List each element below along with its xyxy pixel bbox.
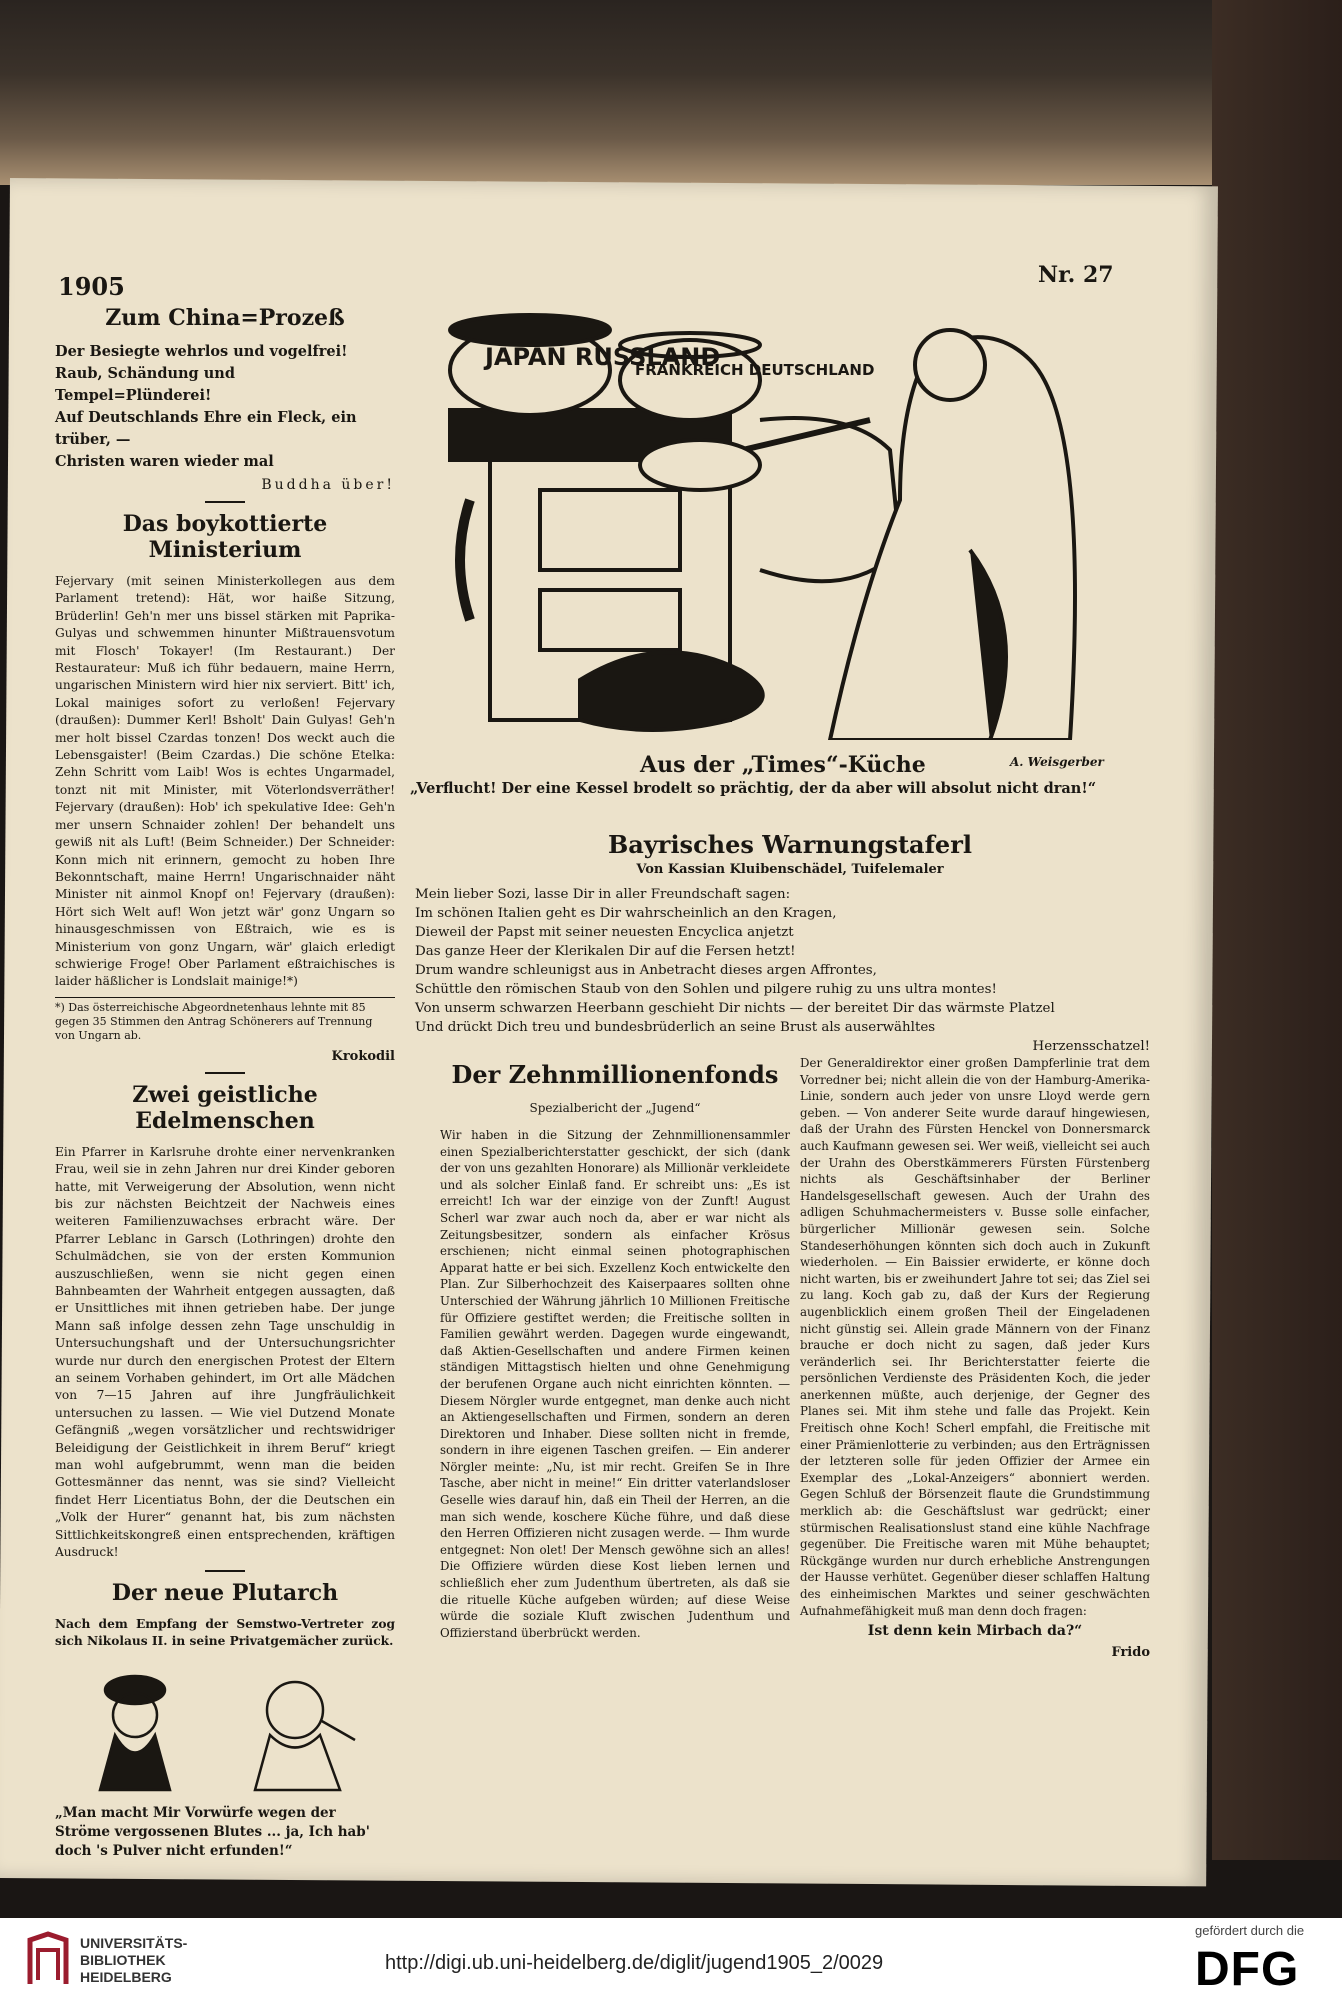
zehnmillionen-signature: Frido [1111, 1645, 1150, 1661]
poem-body [415, 885, 1150, 1056]
issue-number: Nr. 27 [1038, 262, 1114, 288]
plutarch-title: Der neue Plutarch [111, 1579, 339, 1606]
ministerium-signature: Krokodil [331, 1048, 395, 1064]
zehnmillionen-text-right: Der Generaldirektor einer großen Dampferlinie trat dem Vorredner bei; nicht allein die von der Hamburg-Amerika-Linie, sondern auch jeder von unsre Lloyd werde gern geben. — Von anderer Seite wurde darauf hingewiesen, daß der Urahn des Fürsten Henckel von Donnersmarck auch Kaufmann gewesen sei. Wer weiß, vielleicht sei auch der Urahn des Oberstkämmerers Fürsten Fürstenberg nichts als Geschäftsinhaber der Berliner Handelsgesellschaft gewesen. Auch der Urahn des adligen Schuhmachermeisters v. Busse solle einfacher, bürgerlicher Millionär gewesen sein. Solche Standeserhöhungen könnten sich doch auch in Zukunft wiederholen. — Ein Baissier erwiderte, er könne doch nicht warten, bis er zweihundert Jahre tot sei; das Ziel sei zu lang. Koch gab zu, daß der Kurs der Regierung augenblicklich einem großen Theil der Eingeladenen nicht günstig sei. Allein grade Männern von der Finanz brauche er doch nicht zu sagen, daß jeder Kurs veränderlich sei. Ihr Berichterstatter feierte die persönlichen Verdienste des Präsidenten Koch, die jeder anerkennen müßte, auch derjenige, der Gegner des Planes sei. Mit ihm stehe und falle das Projekt. Kein Freitisch ohne Koch! Scherl empfahl, die Freitische mit einer Prämienlotterie zu verbinden; aus den Erträgnissen der letzteren solle für jeden Offizier der Armee ein Exemplar des „Lokal-Anzeigers“ abonniert werden. Gegen Schluß der Börsenzeit flaute die Grundstimmung merklich ab: die Geschäftslust war gedrückt; einer stürmischen Realisationslust stand eine kühle Nachfrage gegenüber. Die Freitische waren mit Mühe behauptet; Rückgänge wurden nur durch erhebliche Anstrengungen der Hausse verhütet. Gegenüber dieser schlaffen Haltung des einheimischen Marktes und seiner geschwächten Aufnahmefähigkeit muß man denn doch fragen: [800, 1056, 1150, 1618]
ministerium-text: Fejervary (mit seinen Ministerkollegen aus dem Parlament tretend): Hät, wor haiße Sitzung, Brüderlin! Geh'n mer uns bissel stärken mit Paprika-Gulyas und schwemmen hinunter Mißtrauensvotum mit Flosch' Tokayer! (Im Restaurant.) Der Restaurateur: Muß ich führ bedauern, maine Herrn, ungarischen Ministern wird hier nix serviert. Bitt' ich, Lokal mainiges sofort zu verloßen! Fejervary (draußen): Dummer Kerl! Bsholt' Dain Gulyas! Geh'n mer holt bissel Czardas tonzen! Dos weckt auch die Lebensgaister! (Beim Czardas.) Die schöne Etelka: Zehn Schritt vom Laib! Wos is echtes Ungarmadel, tonzt nit mit Minister, mit Vöterlondsverräther! Fejervary (draußen): Hob' ich spekulative Idee: Geh'n mer unsern Schnaider zohlen! Der behandelt uns gewiß nit als Luft! (Beim Schneider.) Der Schneider: Konn mich nit erinnern, gemocht zu hoben Ihre Bekonntschaft, maine Herrn! Ungarischnaider näht Minister nit ainmol Knopf on! Fejervary (draußen): Hört sich Welt auf! Won jetzt wär' gonz Ungarn so hinausgeschmissen von Eßtraich, wie es is Ministerium von gonz Ungarn, wär' glaich erledigt schwierige Froge! Ober Parlament eßtraichisches is laider häßlicher is Londslait mainige!*) [55, 574, 395, 989]
poem-line: Das ganze Heer der Klerikalen Dir auf die Fersen hetzt! [415, 944, 796, 959]
divider [205, 1072, 245, 1074]
poem-line: Im schönen Italien geht es Dir wahrscheinlich an den Kragen, [415, 906, 837, 921]
edelmenschen-title: Zwei geistliche Edelmenschen [132, 1081, 318, 1134]
china-line: Raub, Schändung und Tempel=Plünderei! [55, 365, 235, 404]
china-line: Auf Deutschlands Ehre ein Fleck, ein trüber, — [55, 409, 357, 448]
poem-line: Schüttle den römischen Staub von den Sohlen und pilgere ruhig zu uns ultra montes! [415, 982, 997, 997]
ministerium-footnote: *) Das österreichische Abgeordnetenhaus lehnte mit 85 gegen 35 Stimmen den Antrag Schönerers auf Trennung von Ungarn ab. [55, 997, 395, 1043]
right-column [800, 1055, 1150, 1660]
dfg-label: gefördert durch die [1195, 1923, 1305, 1938]
zehnmillionen-title: Der Zehnmillionenfonds [451, 1060, 779, 1089]
poem-last-line: Herzensschatzel! [1032, 1039, 1150, 1054]
poem-byline: Von Kassian Kluibenschädel, Tuifelemaler [636, 862, 944, 877]
zehnmillionen-question: Ist denn kein Mirbach da?“ [867, 1623, 1083, 1640]
poem-line: Von unserm schwarzen Heerbann geschieht Dir nichts — der bereitet Dir das wärmste Platzel [415, 1001, 1055, 1016]
university-name [80, 1935, 187, 1986]
plutarch-quote: „Man macht Mir Vorwürfe wegen der Ströme vergossenen Blutes ... ja, Ich hab' doch 's Pulver nicht erfunden!“ [55, 1805, 370, 1860]
zehnmillionen-text-mid: Wir haben in die Sitzung der Zehnmillionensammler einen Spezialberichterstatter geschickt, der sich (dank der von uns gezahlten Honorare) als Millionär verkleidete und als solcher Einlaß fand. Er schreibt uns: „Es ist erreicht! Ich war der einzige von der Zunft! August Scherl war zwar auch noch da, aber er war nicht als Zeitungsbesitzer, sondern als einfacher Krösus erschienen; nicht einmal seinen photographischen Apparat hatte er bei sich. Exzellenz Koch entwickelte den Plan. Zur Silberhochzeit des Kaiserpaares sollten ohne Unterschied der Währung jährlich 10 Millionen Freitische für Offiziere gestiftet werden; die Freitische sollten in Familien gewährt werden. Dagegen wurde eingewandt, daß Aktien-Gesellschaften und andere Firmen keinen ständigen Mittagstisch hielten und ohne Genehmigung der berufenen Organe auch nicht einrichten könnten. — Diesem Nörgler wurde entgegnet, man denke auch nicht an Aktiengesellschaften und Firmen, sondern an deren Direktoren und Inhaber. Diese sollten nicht in fremde, sondern in ihre eigenen Taschen greifen. — Ein anderer Nörgler meinte: „Nu, ist mir recht. Greifen Se in Ihre Tasche, aber nicht in meine!“ Ein dritter vaterlandsloser Geselle wies darauf hin, daß ein Theil der Herren, an die man sich wende, koschere Küche führe, und daß diese den Herren Offizieren nicht zusagen werde. — Ihm wurde entgegnet: Non olet! Der Mensch gewöhne sich an alles! Die Offiziere würden diese Kost lieben lernen und schließlich eher zum Judenthum übertreten, als daß sie die rituelle Küche aufgeben würden; auf diese Weise würde die soziale Kluft zwischen Judenthum und Offizierstand überbrückt werden. [440, 1128, 790, 1640]
china-verse [55, 341, 395, 473]
middle-column [440, 1060, 790, 1641]
divider [205, 501, 245, 503]
left-column [55, 305, 395, 1861]
book-spine [1212, 0, 1342, 1860]
uni-line: BIBLIOTHEK [80, 1952, 166, 1968]
cartoon-title: Aus der „Times“-Küche [640, 752, 926, 778]
book-top-edge [0, 0, 1342, 185]
tsar-sketch [55, 1650, 365, 1800]
cartoon-quote: „Verflucht! Der eine Kessel brodelt so prächtig, der da aber will absolut nicht dran!“ [410, 780, 1097, 797]
uni-line: UNIVERSITÄTS- [80, 1935, 188, 1951]
poem-line: Drum wandre schleunigst aus in Anbetracht dieses argen Affrontes, [415, 963, 877, 978]
divider [205, 1570, 245, 1572]
poem-line: Dieweil der Papst mit seiner neuesten Encyclica anjetzt [415, 925, 794, 940]
times-kitchen-cartoon [430, 300, 1110, 740]
china-signature: Buddha über! [261, 477, 395, 493]
zehnmillionen-subtitle: Spezialbericht der „Jugend“ [529, 1101, 701, 1115]
pot-label-left: JAPAN RUSSLAND [485, 343, 721, 371]
china-title: Zum China=Prozeß [105, 305, 345, 331]
dfg-logo: DFG [1195, 1943, 1300, 1996]
poem-line: Und drückt Dich treu und bundesbrüderlich an seine Brust als auserwähltes [415, 1020, 936, 1035]
cartoon-artist: A. Weisgerber [1010, 755, 1104, 769]
pot-label-right: FRANKREICH DEUTSCHLAND [635, 361, 875, 379]
edelmenschen-text: Ein Pfarrer in Karlsruhe drohte einer nervenkranken Frau, weil sie in zehn Jahren nur drei Kinder geboren hatte, mit Verweigerung der Absolution, wenn nicht bis zur nächsten Beichtzeit der Nachweis eines weiteren Familienzuwachses erbracht wäre. Der Pfarrer Leblanc in Garsch (Lothringen) drohte den Schulmädchen, sie von der ersten Kommunion auszuschließen, wenn sie nicht gegen einen Bahnbeamten der Wahrheit entgegen aussagten, daß er Unsittliches mit ihnen getrieben habe. Der junge Mann saß infolge dessen zehn Tage unschuldig in Untersuchungshaft und der Untersuchungsrichter wurde nur durch den energischen Protest der Eltern an seinem Vorhaben gehindert, im Ort alle Mädchen von 7—15 Jahren auf ihre Jungfräulichkeit untersuchen zu lassen. — Wie viel Dutzend Monate Gefängniß „wegen vorsätzlicher und rechtswidriger Beleidigung der Geistlichkeit in ihrem Beruf“ kriegt man wohl aufgebrummt, wenn man die beiden Gottesmänner das nennt, was sie sind? Vielleicht findet Herr Licentiatus Bohn, der die Deutschen ein „Volk der Hurer“ genannt hat, bis zum nächsten Sittlichkeitskongreß einen entsprechenden, kräftigen Ausdruck! [55, 1144, 395, 1560]
china-line: Christen waren wieder mal [55, 453, 274, 470]
uni-line: HEIDELBERG [80, 1969, 172, 1985]
page-url-link[interactable]: http://digi.ub.uni-heidelberg.de/diglit/jugend1905_2/0029 [385, 1952, 884, 1974]
page-year: 1905 [58, 272, 125, 301]
poem-line: Mein lieber Sozi, lasse Dir in aller Freundschaft sagen: [415, 887, 791, 902]
poem-title: Bayrisches Warnungstaferl [608, 830, 972, 859]
china-line: Der Besiegte wehrlos und vogelfrei! [55, 343, 348, 360]
plutarch-intro: Nach dem Empfang der Semstwo-Vertreter zog sich Nikolaus II. in seine Privatgemächer zurück. [55, 1616, 395, 1648]
university-logo-icon [24, 1930, 72, 1990]
ministerium-title: Das boykottierte Ministerium [122, 511, 328, 563]
